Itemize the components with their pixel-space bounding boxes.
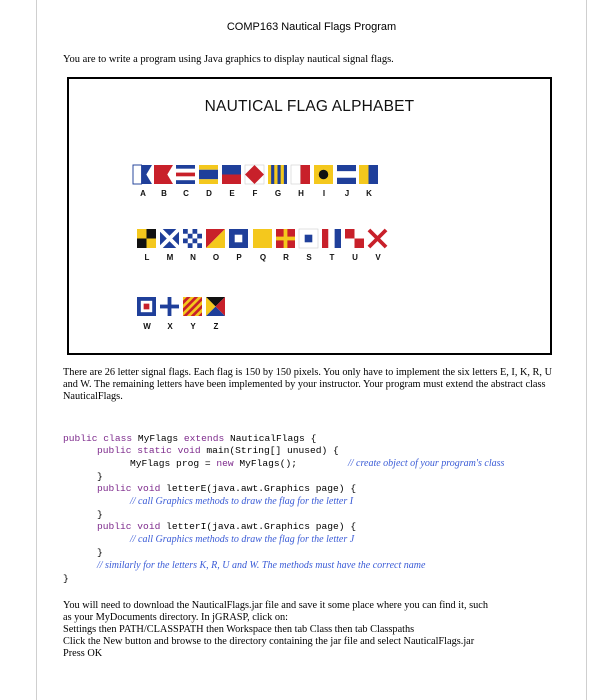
flag-label: I	[322, 189, 326, 198]
flag-label: Q	[259, 253, 267, 262]
flag-h-icon	[291, 165, 310, 184]
flag-q-icon	[253, 229, 272, 248]
flag-label: O	[212, 253, 220, 262]
flag-r-icon	[276, 229, 295, 248]
flag-label: L	[144, 253, 150, 262]
flag-z-icon	[206, 297, 225, 316]
flag-label: A	[140, 189, 146, 198]
flag-label: H	[298, 189, 304, 198]
flag-s-icon	[299, 229, 318, 248]
flag-n-icon	[183, 229, 202, 248]
flag-label: B	[161, 189, 167, 198]
flag-u-icon	[345, 229, 364, 248]
flag-label: C	[183, 189, 189, 198]
document-page	[36, 0, 587, 700]
instruction-line: Press OK	[63, 648, 103, 659]
flag-label: J	[344, 189, 350, 198]
flag-k-icon	[359, 165, 378, 184]
flag-l-icon	[137, 229, 156, 248]
instruction-line: Settings then PATH/CLASSPATH then Workspace then tab Class then tab Classpaths	[63, 624, 415, 635]
flag-d-icon	[199, 165, 218, 184]
instruction-line: You will need to download the NauticalFlags.jar file and save it some place where you can find it, such	[63, 600, 489, 611]
flag-t-icon	[322, 229, 341, 248]
document-title: COMP163 Nautical Flags Program	[226, 21, 397, 33]
code-line: }	[97, 471, 103, 482]
code-comment: // similarly for the letters K, R, U and W. The methods must have the correct name	[97, 560, 426, 571]
code-comment: // call Graphics methods to draw the flag for the letter J	[130, 534, 355, 545]
flag-f-icon	[245, 165, 264, 184]
flag-g-icon	[268, 165, 287, 184]
flag-j-icon	[337, 165, 356, 184]
instruction-line: Click the New button and browse to the directory containing the jar file and select NauticalFlags.jar	[63, 636, 475, 647]
flag-label: Z	[213, 322, 219, 331]
code-line: }	[63, 573, 69, 584]
flag-label: D	[206, 189, 212, 198]
code-comment: // create object of your program's class	[348, 458, 505, 469]
flag-label: T	[329, 253, 335, 262]
flag-p-icon	[229, 229, 248, 248]
flag-label: V	[375, 253, 381, 262]
code-line: public void letterE(java.awt.Graphics page) {	[97, 483, 357, 494]
figure-title: NAUTICAL FLAG ALPHABET	[204, 98, 415, 115]
nautical-flag-figure	[67, 77, 552, 355]
flag-e-icon	[222, 165, 241, 184]
code-line: public void letterI(java.awt.Graphics page) {	[97, 521, 357, 532]
flag-label: P	[236, 253, 242, 262]
code-line: }	[97, 547, 103, 558]
flag-label: E	[229, 189, 235, 198]
assignment-description: There are 26 letter signal flags. Each flag is 150 by 150 pixels. You only have to implement the six letters E, I, K, R, U and W. The remaining letters have been implemented by your instructor. Your program must extend the abstract class NauticalFlags.	[63, 367, 553, 402]
flag-label: M	[166, 253, 174, 262]
code-comment: // call Graphics methods to draw the flag for the letter I	[130, 496, 354, 507]
flag-a-icon	[133, 165, 152, 184]
flag-label: U	[352, 253, 358, 262]
flag-m-icon	[160, 229, 179, 248]
flag-v-icon	[368, 229, 387, 248]
flag-y-icon	[183, 297, 202, 316]
code-line: public static void main(String[] unused) {	[97, 445, 339, 456]
flag-w-icon	[137, 297, 156, 316]
flag-o-icon	[206, 229, 225, 248]
code-line: public class MyFlags extends NauticalFlags {	[63, 433, 317, 444]
flag-label: Y	[190, 322, 196, 331]
intro-text: You are to write a program using Java graphics to display nautical signal flags.	[63, 54, 394, 65]
flag-label: X	[167, 322, 173, 331]
flag-label: S	[306, 253, 312, 262]
instruction-line: as your MyDocuments directory. In jGRASP, click on:	[63, 612, 288, 623]
flag-c-icon	[176, 165, 195, 184]
flag-label: W	[143, 322, 151, 331]
flag-x-icon	[160, 297, 179, 316]
flag-label: G	[274, 189, 282, 198]
flag-b-icon	[154, 165, 173, 184]
flag-label: K	[366, 189, 372, 198]
flag-label: F	[252, 189, 258, 198]
flag-i-icon	[314, 165, 333, 184]
flag-label: N	[190, 253, 196, 262]
code-line: MyFlags prog = new MyFlags();	[130, 458, 297, 469]
code-line: }	[97, 509, 103, 520]
flag-label: R	[283, 253, 289, 262]
